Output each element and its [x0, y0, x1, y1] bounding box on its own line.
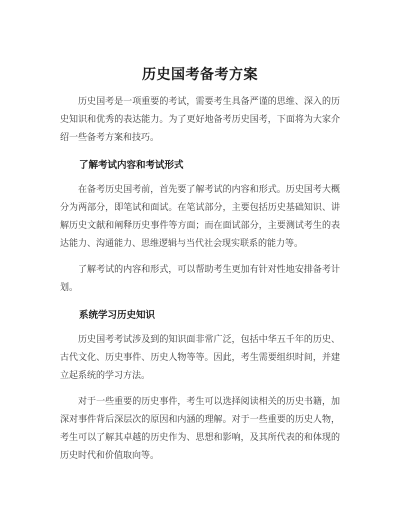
intro-paragraph: 历史国考是一项重要的考试，需要考生具备严谨的思维、深入的历史知识和优秀的表达能力。为了更好地备考历史国考，下面将为大家介绍一些备考方案和技巧。	[60, 97, 340, 143]
section-paragraph: 了解考试的内容和形式，可以帮助考生更加有针对性地安排备考计划。	[60, 265, 340, 293]
section-heading-exam-content: 了解考试内容和考试形式	[79, 160, 184, 171]
section-paragraph: 对于一些重要的历史事件，考生可以选择阅读相关的历史书籍，加深对事件背后深层次的原因和内涵的理解。对于一些重要的历史人物，考生可以了解其卓越的历史作为、思想和影响，及其所代表的和体现的历史时代和价值取向等。	[60, 397, 340, 461]
section-paragraph: 在备考历史国考前，首先要了解考试的内容和形式。历史国考大概分为两部分，即笔试和面试。在笔试部分，主要包括历史基础知识、讲解历史文献和阐释历史事件等方面；而在面试部分，主要测试考生的表达能力、沟通能力、思维逻辑与当代社会现实联系的能力等。	[60, 185, 340, 249]
document-title: 历史国考备考方案	[142, 67, 258, 83]
section-heading-history-study: 系统学习历史知识	[79, 310, 156, 321]
section-paragraph: 历史国考考试涉及到的知识面非常广泛，包括中华五千年的历史、古代文化、历史事件、历史人物等等。因此，考生需要组织时间，并建立起系统的学习方法。	[60, 335, 340, 381]
